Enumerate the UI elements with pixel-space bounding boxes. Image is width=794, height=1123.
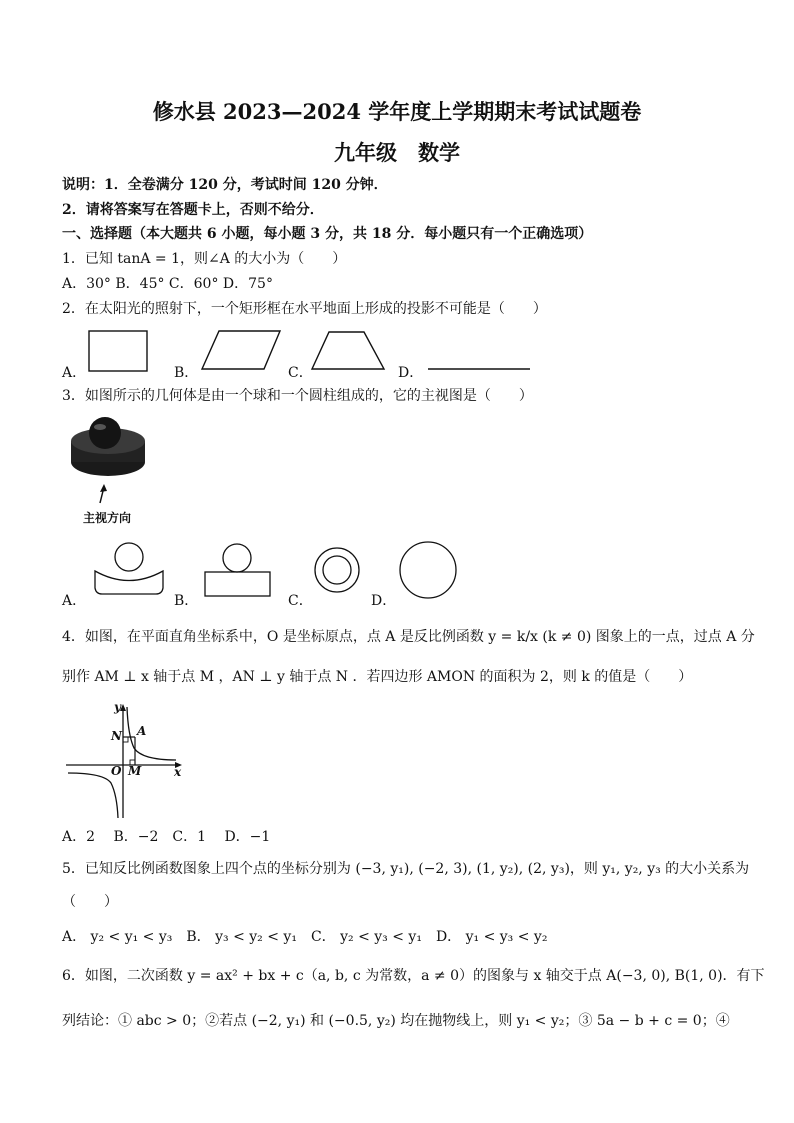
question-4-line-1: 4．如图，在平面直角坐标系中，O 是坐标原点，点 A 是反比例函数 y = k/x (k ≠ 0) 图象上的一点，过点 A 分 bbox=[62, 629, 755, 645]
q2-option-a-label: A． bbox=[62, 365, 87, 381]
note-line-2: 2．请将答案写在答题卡上，否则不给分． bbox=[62, 202, 324, 218]
question-2-text: 2．在太阳光的照射下，一个矩形框在水平地面上形成的投影不可能是（ ） bbox=[62, 301, 547, 317]
q3-option-a-label: A． bbox=[62, 593, 87, 609]
question-5-options: A． y₂ < y₁ < y₃ B． y₃ < y₂ < y₁ C． y₂ < y₃ < y₁ D． y₁ < y₃ < y₂ bbox=[62, 929, 548, 945]
q4-label-o: O bbox=[111, 764, 122, 778]
q2-option-b-label: B． bbox=[174, 365, 199, 381]
question-5-line-1: 5．已知反比例函数图象上四个点的坐标分别为 (−3, y₁), (−2, 3), (1, y₂), (2, y₃)，则 y₁, y₂, y₃ 的大小关系为 bbox=[62, 861, 750, 877]
q4-label-a: A bbox=[137, 724, 147, 738]
question-5-line-2: （ ） bbox=[62, 894, 118, 910]
q4-label-n: N bbox=[111, 729, 122, 743]
q3-view-label: 主视方向 bbox=[83, 511, 132, 525]
q4-right-angle-n bbox=[123, 737, 128, 742]
question-1-text: 1．已知 tanA = 1，则∠A 的大小为（ ） bbox=[62, 251, 347, 267]
question-3-text: 3．如图所示的几何体是由一个球和一个圆柱组成的，它的主视图是（ ） bbox=[62, 388, 533, 404]
question-1-options: A．30° B．45° C．60° D．75° bbox=[62, 276, 273, 292]
question-4-line-2: 别作 AM ⊥ x 轴于点 M ，AN ⊥ y 轴于点 N ．若四边形 AMON 的面积为 2，则 k 的值是（ ） bbox=[62, 669, 693, 685]
question-4-options: A．2 B．−2 C．1 D．−1 bbox=[62, 829, 271, 845]
q2-option-d-label: D． bbox=[398, 365, 424, 381]
q4-label-x: x bbox=[174, 765, 182, 779]
question-6-line-2: 列结论：① abc > 0；②若点 (−2, y₁) 和 (−0.5, y₂) 均在抛物线上，则 y₁ < y₂；③ 5a − b + c = 0；④ bbox=[62, 1013, 730, 1029]
q4-label-y: y bbox=[114, 700, 121, 714]
q4-curve-branch-1 bbox=[127, 707, 176, 760]
q4-label-m: M bbox=[128, 764, 142, 778]
q4-curve-branch-2 bbox=[68, 773, 118, 818]
section-heading: 一、选择题（本大题共 6 小题，每小题 3 分，共 18 分．每小题只有一个正确选项） bbox=[62, 226, 593, 242]
note-line-1: 说明：1．全卷满分 120 分，考试时间 120 分钟． bbox=[62, 177, 388, 193]
exam-title: 修水县 2023—2024 学年度上学期期末考试试题卷 bbox=[152, 99, 642, 124]
q3-option-c-label: C． bbox=[288, 593, 313, 609]
exam-subtitle: 九年级 数学 bbox=[334, 140, 460, 165]
question-6-line-1: 6．如图，二次函数 y = ax² + bx + c（a, b, c 为常数，a ≠ 0）的图象与 x 轴交于点 A(−3, 0), B(1, 0)．有下 bbox=[62, 968, 765, 984]
q2-option-c-label: C． bbox=[288, 365, 313, 381]
q3-option-b-label: B． bbox=[174, 593, 199, 609]
q3-option-d-label: D． bbox=[371, 593, 397, 609]
